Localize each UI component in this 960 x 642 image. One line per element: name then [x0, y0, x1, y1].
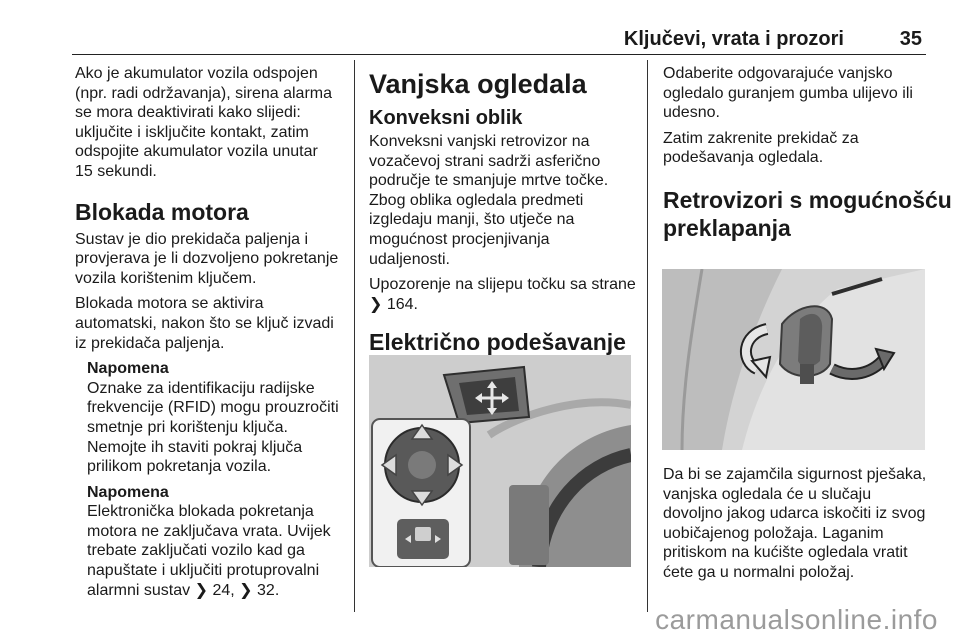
text-line: automatski, nakon što se ključ izvadi: [75, 314, 334, 332]
page-reference-link[interactable]: ❯ 24: [194, 581, 231, 599]
text-line: Da bi se zajamčila sigurnost pješaka,: [663, 466, 927, 483]
text-line: uključite i isključite kontakt, zatim: [75, 123, 309, 141]
text-line: Sustav je dio prekidača paljenja i: [75, 230, 309, 248]
heading-exterior-mirrors: Vanjska ogledala: [369, 69, 587, 99]
paragraph: [369, 275, 639, 314]
intro-paragraph: [75, 64, 350, 182]
column-2: [369, 64, 639, 360]
folding-mirror-figure: [662, 269, 925, 450]
heading-engine-immobiliser: Blokada motora: [75, 198, 249, 225]
page-header: [72, 26, 926, 55]
text-line: Zatim zakrenite prekidač za: [663, 129, 859, 147]
text-line: ogledalo guranjem gumba ulijevo ili: [663, 84, 913, 102]
paragraph: [75, 230, 350, 289]
text-line: Konveksni vanjski retrovizor na: [369, 133, 590, 150]
note-heading: Napomena: [87, 360, 169, 378]
watermark: carmanualsonline.info: [655, 604, 938, 635]
text-line: Odaberite odgovarajuće vanjsko: [663, 65, 893, 82]
paragraph: [663, 465, 933, 583]
column-3-bottom: [663, 465, 933, 589]
paragraph: [369, 132, 639, 269]
text-line: trebate zaključati vozilo kad ga: [87, 542, 305, 560]
section-title: Ključevi, vrata i prozori: [623, 28, 844, 50]
text-line: pritiskom na kućište ogledala vratit: [663, 544, 908, 562]
heading-electric-adjustment: Električno podešavanje: [369, 329, 626, 356]
text-line: napuštate i uključiti protuprovalni: [87, 562, 320, 580]
text-line: područje te smanjuje mrtve točke.: [369, 172, 609, 190]
column-1: [75, 64, 350, 606]
column-3: [663, 64, 952, 246]
note-1: [87, 359, 350, 477]
text-line: vozila korištenim ključem.: [75, 269, 257, 287]
text-line: odspojite akumulator vozila unutar: [75, 143, 318, 161]
text-line: izgledaju manji, što utječe na: [369, 211, 575, 229]
text-line: iz prekidača paljenja.: [75, 334, 225, 352]
text-line: vozačevoj strani sadrži asferično: [369, 152, 601, 170]
text-line: prilikom pokretanja vozila.: [87, 458, 272, 476]
text-line: dovoljno jakog udarca iskočiti iz svog: [663, 505, 926, 523]
paragraph: [75, 294, 350, 353]
mirror-switch-figure: [369, 355, 631, 567]
text-line: Zbog oblika ogledala predmeti: [369, 191, 584, 209]
text-line: Upozorenje na slijepu točku sa strane: [369, 276, 636, 294]
page-number: 35: [899, 28, 922, 50]
text-line: provjerava je li dozvoljeno pokretanje: [75, 250, 339, 268]
text-line: (npr. radi održavanja), sirena alarma: [75, 84, 333, 102]
note-heading: Napomena: [87, 483, 169, 501]
column-divider-2: [647, 60, 648, 612]
text-line: motora ne zaključava vrata. Uvijek: [87, 522, 331, 540]
text-line: uobičajenog položaja. Laganim: [663, 524, 884, 542]
text-line: smetnje pri korištenju ključa.: [87, 418, 288, 436]
text-line: udaljenosti.: [369, 250, 450, 268]
mirror-glass-icon: [444, 367, 529, 423]
text-line: frekvencije (RFID) mogu prouzročiti: [87, 399, 339, 417]
heading-convex-shape: Konveksni oblik: [369, 107, 523, 129]
text-line: alarmni sustav ❯ 24, ❯ 32.: [87, 581, 280, 599]
text-line: Nemojte ih staviti pokraj ključa: [87, 438, 303, 456]
text-line: [369, 295, 639, 315]
text-line: Elektronička blokada pokretanja: [87, 503, 314, 521]
text-line: Oznake za identifikaciju radijske: [87, 379, 315, 397]
page-reference-link[interactable]: ❯ 32.: [239, 581, 280, 599]
text-line: mogućnost procjenjivanja: [369, 230, 550, 248]
text-line: vanjska ogledala će u slučaju: [663, 485, 872, 503]
text-line: se mora deaktivirati kako slijedi:: [75, 104, 301, 122]
text-line: Ako je akumulator vozila odspojen: [75, 65, 318, 82]
text-line: udesno.: [663, 104, 720, 122]
paragraph: [663, 129, 933, 168]
text-line: podešavanja ogledala.: [663, 149, 824, 167]
mirror-adjustment-switch-icon: [372, 419, 470, 567]
text-line: 15 sekundi.: [75, 162, 157, 180]
note-2: [87, 483, 350, 601]
text-line: ćete ga u normalni položaj.: [663, 563, 855, 581]
text-line: Blokada motora se aktivira: [75, 295, 264, 313]
heading-folding-mirrors: Retrovizori s mogućnošću preklapanja: [663, 186, 952, 241]
paragraph: [663, 64, 933, 123]
column-divider-1: [354, 60, 355, 612]
page-reference-link[interactable]: ❯ 164.: [369, 295, 418, 313]
